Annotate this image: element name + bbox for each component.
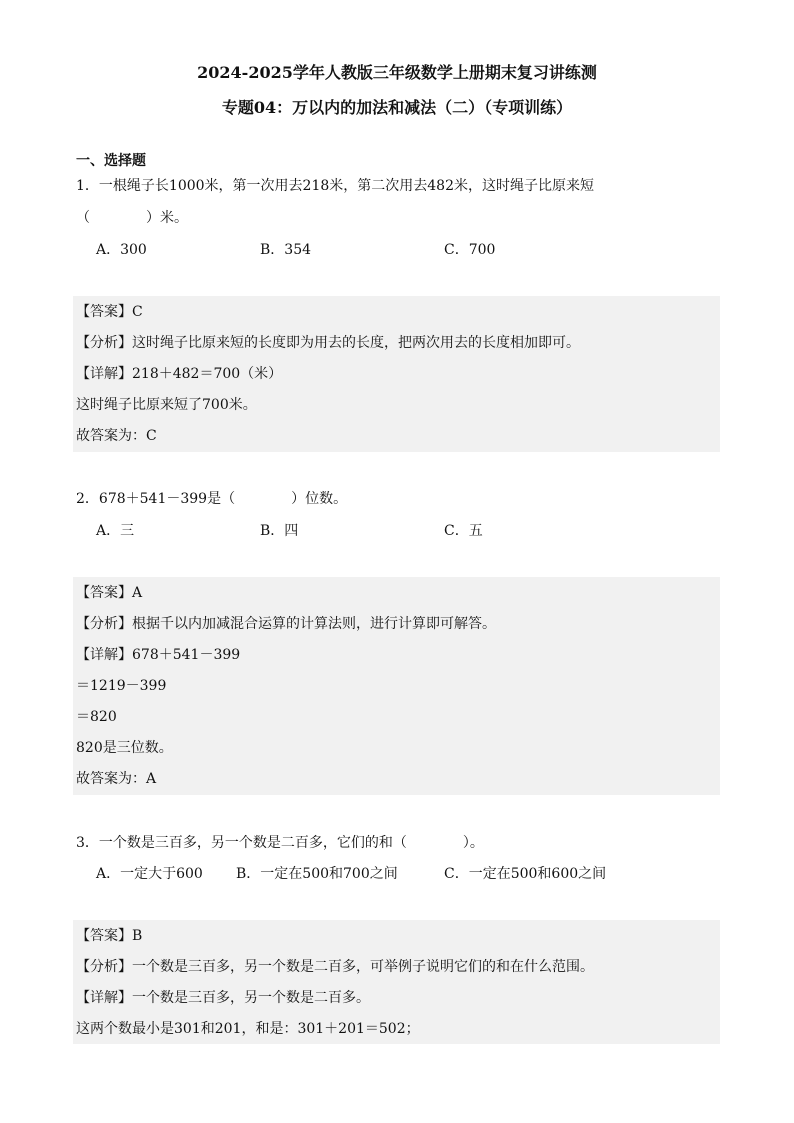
- detail-line: 218＋482＝700（米）: [132, 366, 283, 382]
- question-2-detail-line4: 820是三位数。: [76, 740, 173, 756]
- answer-value: C: [132, 304, 143, 320]
- question-2-answer: [76, 583, 142, 603]
- question-1-answer: [76, 302, 143, 322]
- question-1-option-b: B．354: [260, 242, 312, 258]
- question-3-analysis: [76, 957, 594, 977]
- detail-tag: 【详解】: [76, 366, 132, 382]
- question-2-answer-box: [73, 577, 720, 795]
- question-2-stem: 2．678＋541－399是（ ）位数。: [76, 491, 348, 507]
- question-1-detail: [76, 364, 282, 384]
- answer-value: B: [132, 928, 143, 944]
- question-3-detail-line2: 这两个数最小是301和201，和是：301＋201＝502；: [76, 1021, 420, 1037]
- question-3-stem: 3．一个数是三百多，另一个数是二百多，它们的和（ ）。: [76, 835, 484, 851]
- question-2-detail-line2: ＝1219－399: [76, 678, 167, 694]
- question-2-detail-line3: ＝820: [76, 709, 117, 725]
- analysis-tag: 【分析】: [76, 616, 132, 632]
- question-1-stem-line2: （ ）米。: [76, 210, 188, 226]
- question-1-option-c: C．700: [444, 242, 496, 258]
- question-2-option-a: A．三: [96, 523, 135, 539]
- section-heading: 一、选择题: [76, 153, 146, 169]
- analysis-tag: 【分析】: [76, 335, 132, 351]
- question-1-option-a: A．300: [96, 242, 147, 258]
- question-3-option-b: B．一定在500和700之间: [236, 866, 398, 882]
- analysis-text: 根据千以内加减混合运算的计算法则，进行计算即可解答。: [132, 616, 496, 632]
- answer-tag: 【答案】: [76, 304, 132, 320]
- question-3-option-a: A．一定大于600: [96, 866, 203, 882]
- question-2-analysis: [76, 614, 496, 634]
- analysis-text: 一个数是三百多，另一个数是二百多，可举例子说明它们的和在什么范围。: [132, 959, 594, 975]
- answer-tag: 【答案】: [76, 585, 132, 601]
- question-2-option-c: C．五: [444, 523, 483, 539]
- question-3-answer-box: [73, 920, 720, 1044]
- analysis-text: 这时绳子比原来短的长度即为用去的长度，把两次用去的长度相加即可。: [132, 335, 580, 351]
- question-1-stem-line1: 1．一根绳子长1000米，第一次用去218米，第二次用去482米，这时绳子比原来短: [76, 178, 594, 194]
- detail-tag: 【详解】: [76, 990, 132, 1006]
- detail-line: 一个数是三百多，另一个数是二百多。: [132, 990, 370, 1006]
- question-1-conclusion: 故答案为：C: [76, 428, 157, 444]
- question-3-option-c: C．一定在500和600之间: [444, 866, 607, 882]
- question-1-answer-box: [73, 296, 720, 452]
- detail-tag: 【详解】: [76, 647, 132, 663]
- question-1-analysis: [76, 333, 580, 353]
- question-3-answer: [76, 926, 142, 946]
- detail-line: 678＋541－399: [132, 647, 241, 663]
- question-3-detail: [76, 988, 370, 1008]
- analysis-tag: 【分析】: [76, 959, 132, 975]
- document-subtitle: 专题04：万以内的加法和减法（二）（专项训练）: [221, 98, 573, 117]
- question-2-option-b: B．四: [260, 523, 299, 539]
- question-2-conclusion: 故答案为：A: [76, 771, 157, 787]
- answer-value: A: [132, 585, 143, 601]
- answer-tag: 【答案】: [76, 928, 132, 944]
- question-1-detail-line2: 这时绳子比原来短了700米。: [76, 397, 257, 413]
- document-title: 2024-2025学年人教版三年级数学上册期末复习讲练测: [197, 63, 597, 82]
- question-2-detail: [76, 645, 240, 665]
